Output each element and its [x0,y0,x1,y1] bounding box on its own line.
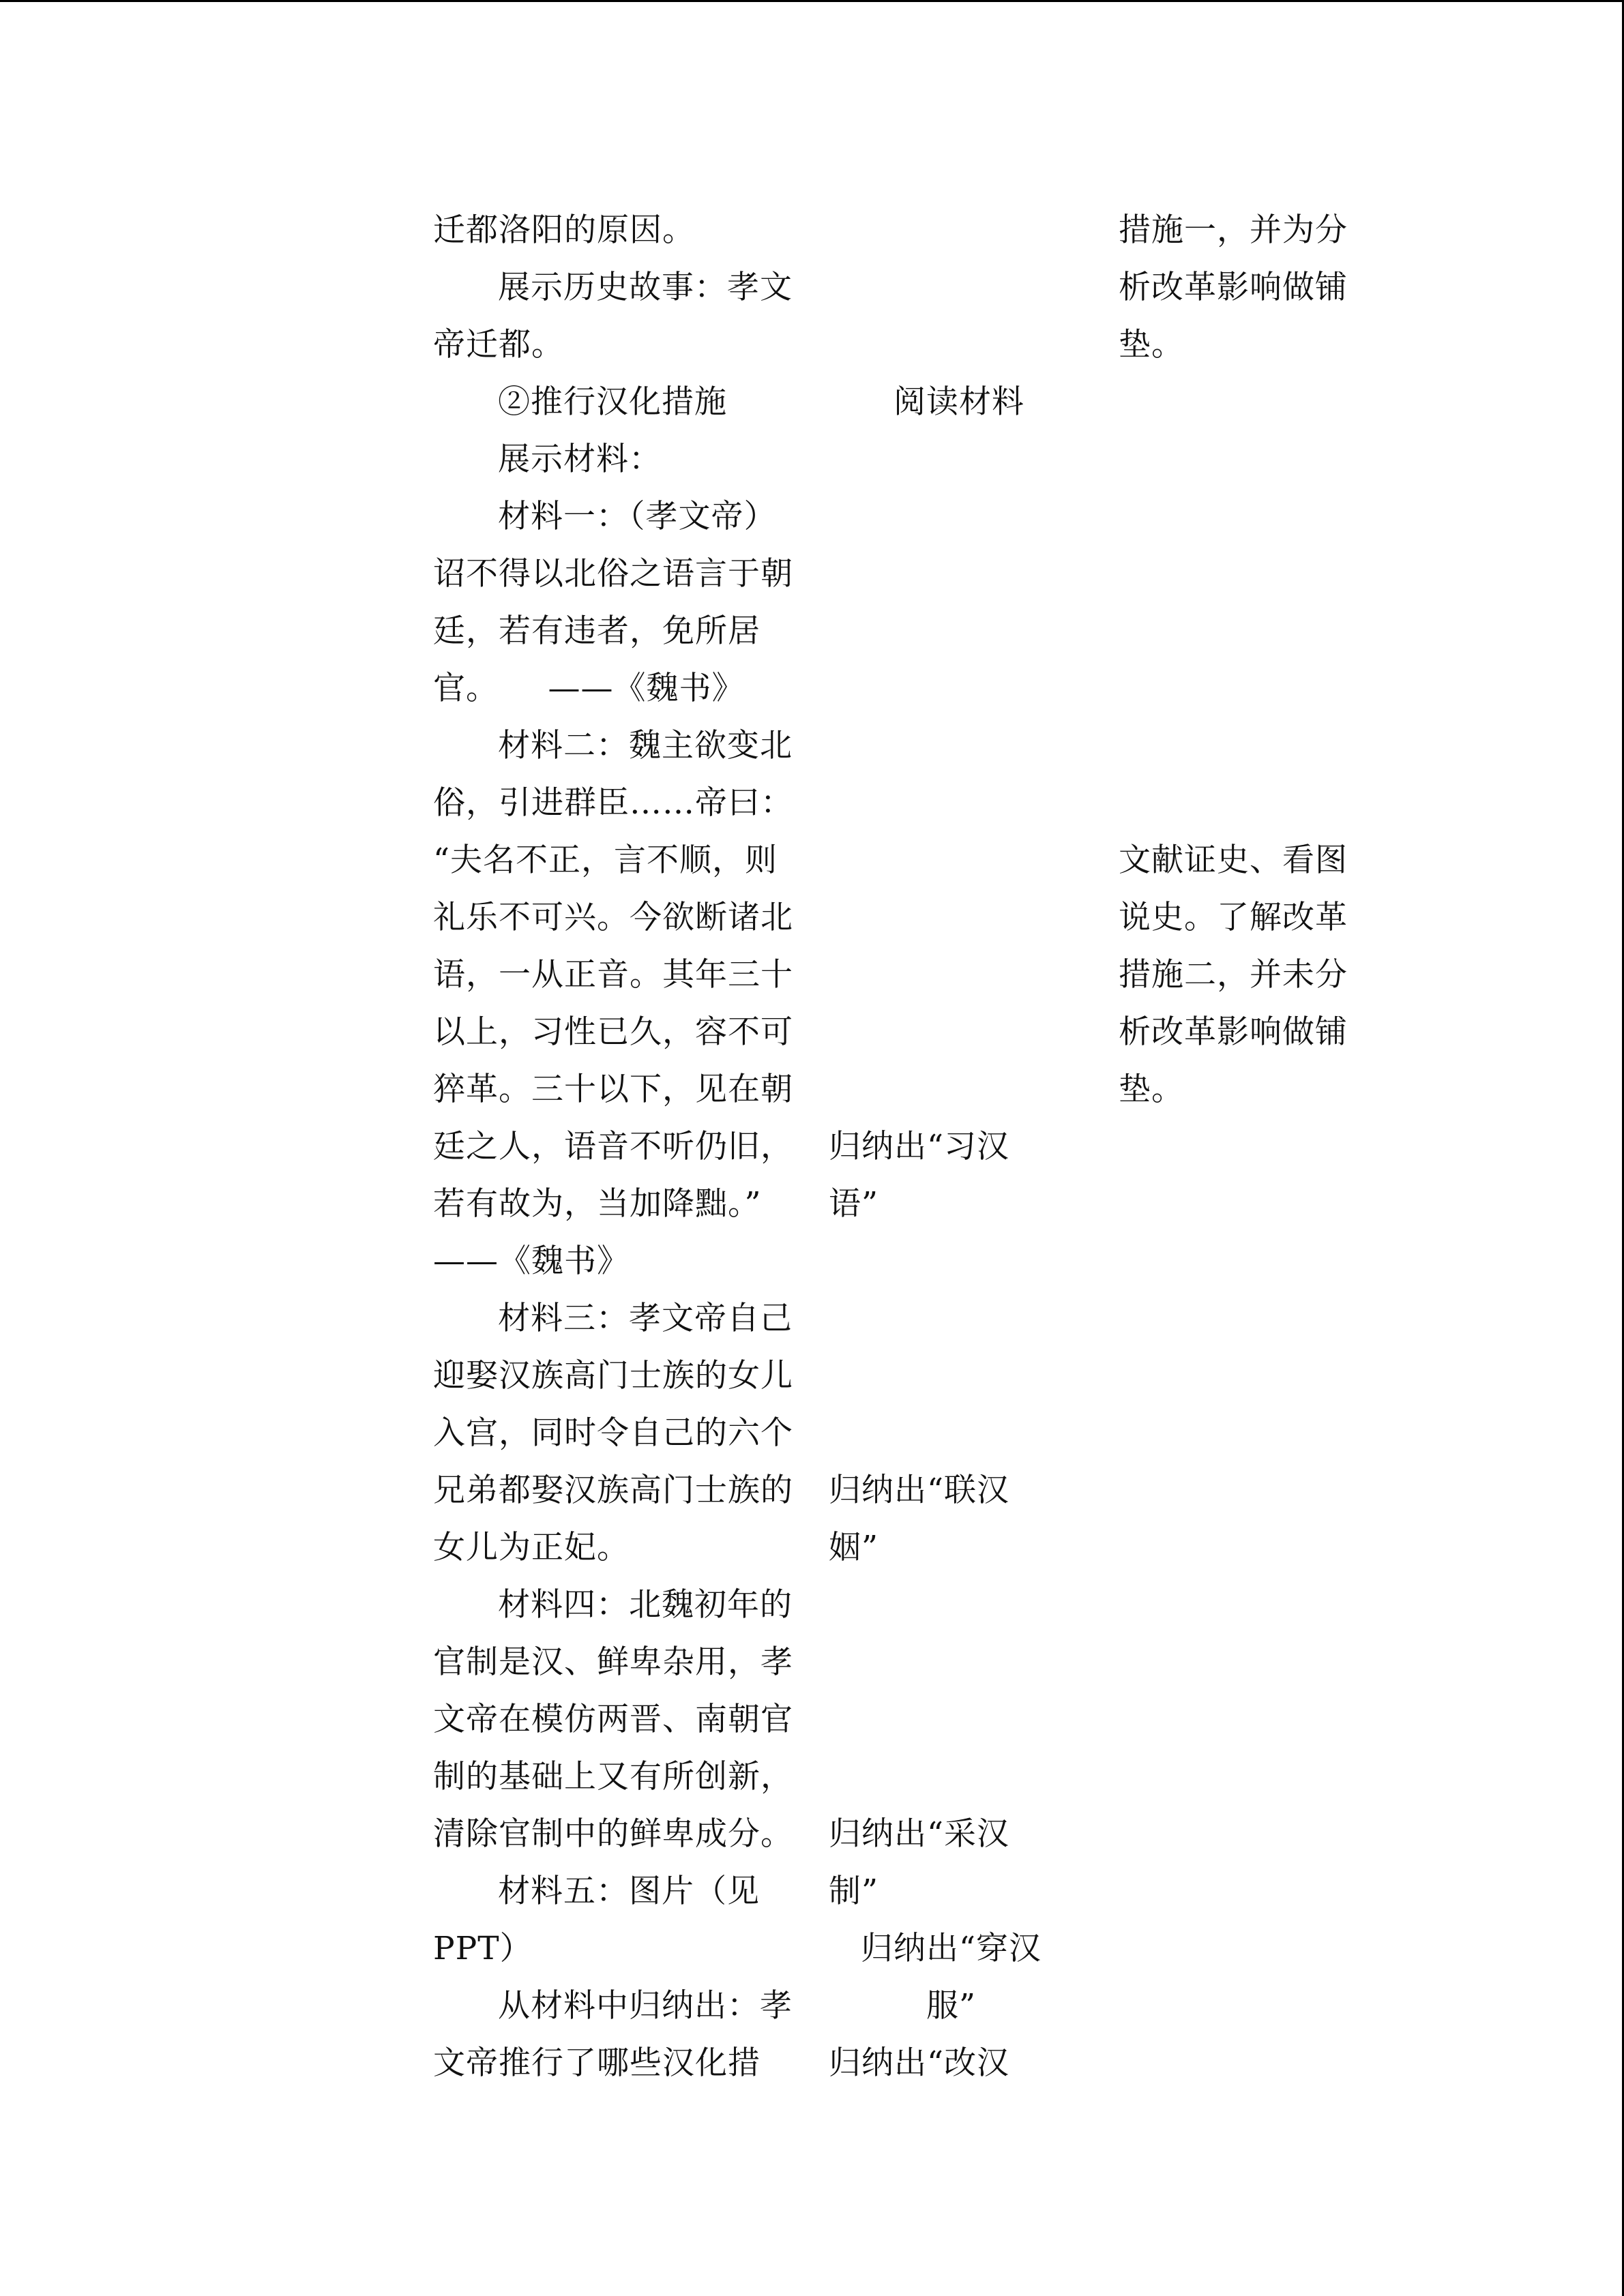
intent-text-line: 措施一，并为分 [1119,211,1348,249]
teacher-text-line: 廷，若有违者，免所居 [433,612,761,650]
teacher-text-line: ——《魏书》 [433,1242,630,1280]
teacher-text-line: 诏不得以北俗之语言于朝 [433,555,793,593]
student-text-line: 语” [829,1185,879,1223]
teacher-text-line: 清除官制中的鲜卑成分。 [433,1815,793,1853]
student-text-line: 归纳出“穿汉 [861,1930,1042,1967]
intent-text-line: 析改革影响做铺 [1119,269,1348,306]
intent-text-line: 措施二，并未分 [1119,956,1348,994]
teacher-text-line: 材料五：图片（见 [498,1873,760,1910]
intent-text-line: 析改革影响做铺 [1119,1013,1348,1051]
teacher-text-line: 材料一：（孝文帝） [498,498,777,535]
teacher-text-line: 迁都洛阳的原因。 [433,211,695,249]
teacher-text-line: “夫名不正，言不顺，则 [433,841,778,879]
student-text-line: 制” [829,1873,879,1910]
teacher-text-line: 语，一从正音。其年三十 [433,956,793,994]
teacher-text-line: 以上，习性已久，容不可 [433,1013,793,1051]
teacher-text-line: 展示历史故事：孝文 [498,269,793,306]
teacher-text-line: 女儿为正妃。 [433,1529,630,1566]
teacher-text-line: 俗，引进群臣……帝曰： [433,784,793,822]
teacher-text-line: 文帝在模仿两晋、南朝官 [433,1701,793,1738]
teacher-text-line: 猝革。三十以下，见在朝 [433,1071,793,1108]
student-text-line: 姻” [829,1529,879,1566]
teacher-text-line: 礼乐不可兴。今欲断诸北 [433,899,793,936]
intent-text-line: 文献证史、看图 [1119,841,1348,879]
intent-text-line: 说史。了解改革 [1119,899,1348,936]
teacher-text-line: 材料二：魏主欲变北 [498,727,793,764]
teacher-text-line: 材料三：孝文帝自己 [498,1300,793,1337]
intent-text-line: 垫。 [1119,326,1184,363]
student-text-line: 阅读材料 [894,383,1024,421]
page-top-border [0,0,1624,2]
student-text-line: 归纳出“改汉 [829,2044,1010,2082]
intent-text-line: 垫。 [1119,1071,1184,1108]
teacher-text-line: 材料四：北魏初年的 [498,1586,793,1624]
teacher-text-line: 廷之人，语音不听仍旧， [433,1128,793,1165]
teacher-text-line: 文帝推行了哪些汉化措 [433,2044,761,2082]
teacher-text-line: ②推行汉化措施 [498,383,727,421]
student-text-line: 归纳出“联汉 [829,1472,1010,1509]
teacher-text-line: 入宫，同时令自己的六个 [433,1414,793,1452]
student-text-line: 归纳出“采汉 [829,1815,1010,1853]
teacher-text-line: 若有故为，当加降黜。” [433,1185,762,1223]
teacher-text-line: 迎娶汉族高门士族的女儿 [433,1357,793,1395]
teacher-text-line: 兄弟都娶汉族高门士族的 [433,1472,793,1509]
teacher-text-line: 官。 ——《魏书》 [433,670,745,707]
teacher-text-line: 制的基础上又有所创新， [433,1758,793,1795]
student-text-line: 归纳出“习汉 [829,1128,1010,1165]
teacher-text-line: 官制是汉、鲜卑杂用，孝 [433,1643,793,1681]
teacher-text-line: PPT） [433,1930,533,1967]
student-text-line: 服” [926,1987,977,2025]
teacher-text-line: 从材料中归纳出：孝 [498,1987,793,2025]
teacher-text-line: 帝迁都。 [433,326,564,363]
teacher-text-line: 展示材料： [498,441,662,478]
